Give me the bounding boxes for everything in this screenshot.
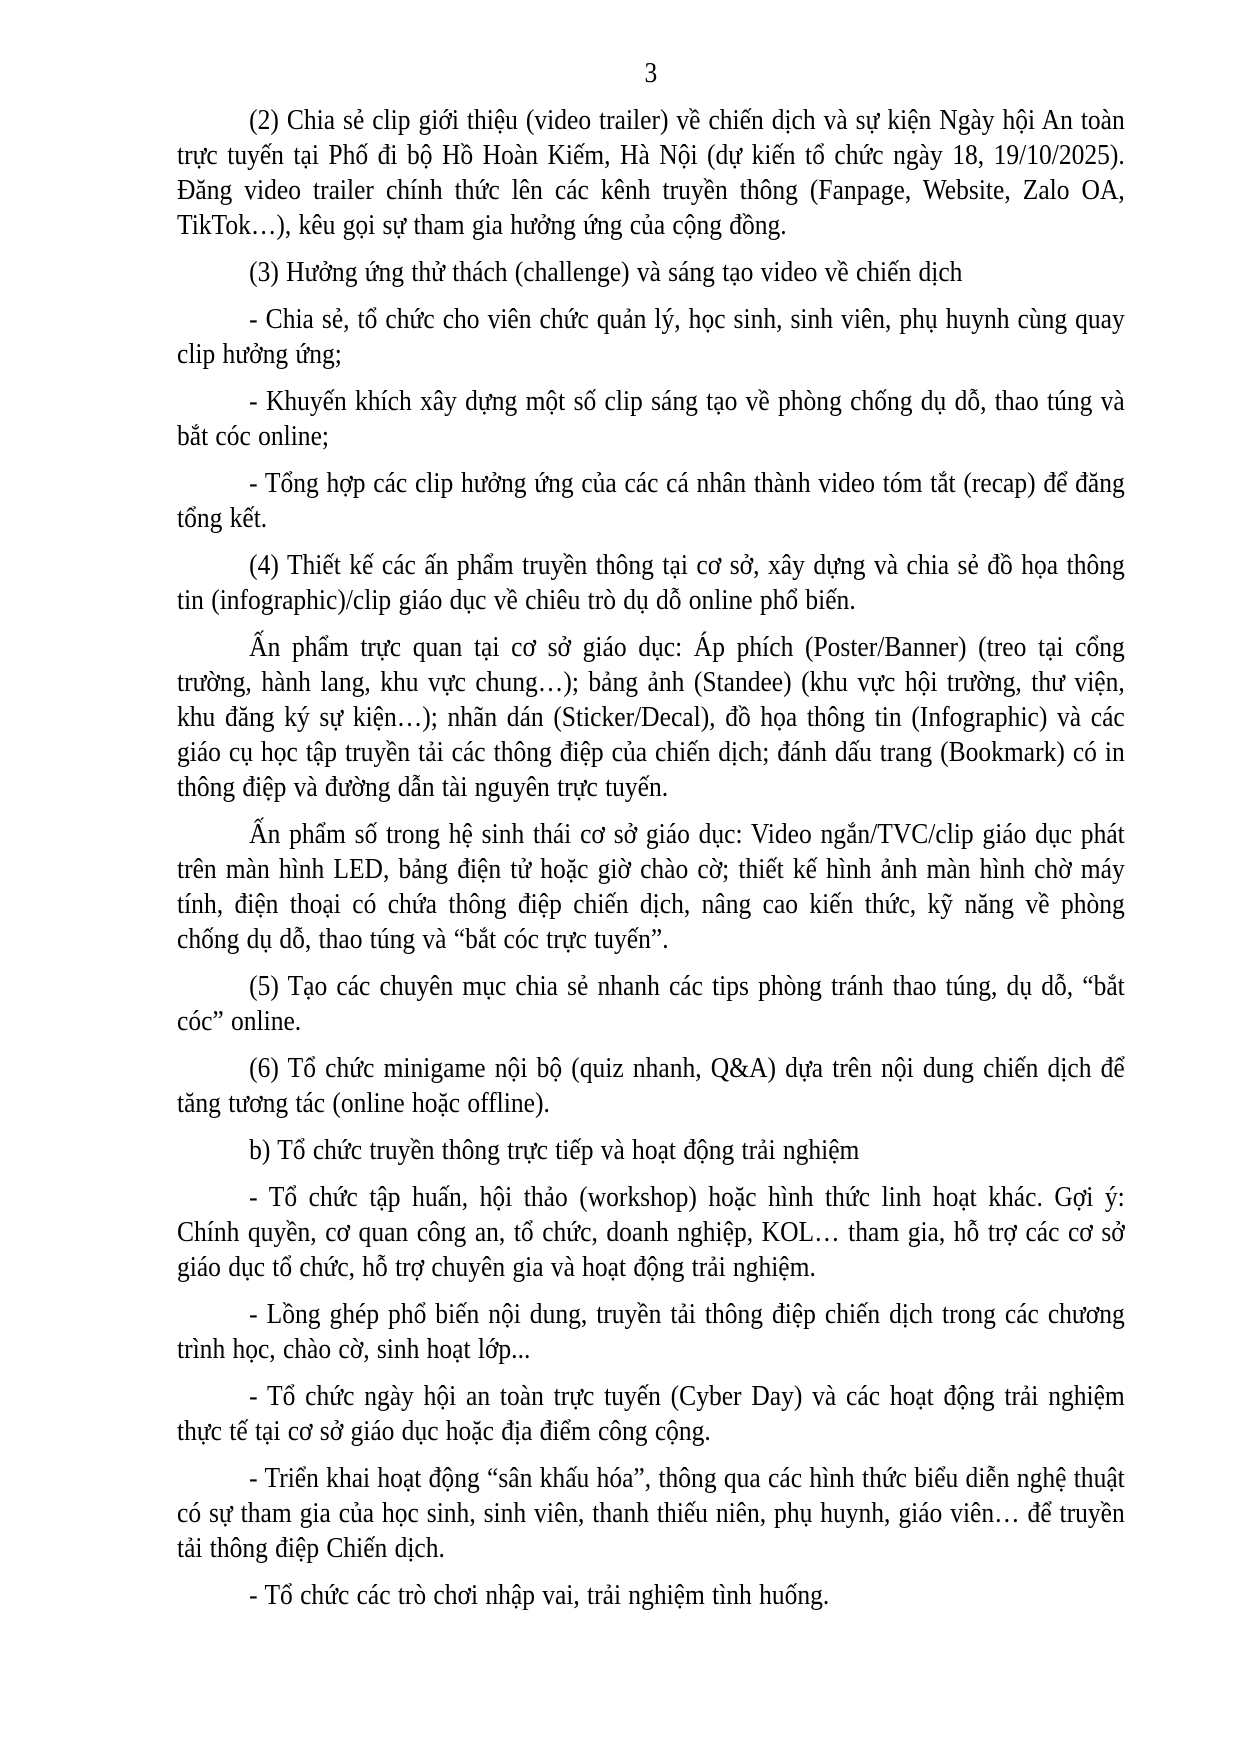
paragraph-4-design-publications: (4) Thiết kế các ấn phẩm truyền thông tại cơ sở, xây dựng và chia sẻ đồ họa thông tin (infographic)/clip giáo dục về chiêu trò dụ dỗ online phổ biến. [177,549,1125,616]
paragraph-bullet-roleplay-games: - Tổ chức các trò chơi nhập vai, trải nghiệm tình huống. [249,1579,830,1611]
paragraph-bullet-recap-video: - Tổng hợp các clip hưởng ứng của các cá nhân thành video tóm tắt (recap) để đăng tổng kết. [177,467,1125,534]
paragraph-3-challenge-heading: (3) Hưởng ứng thử thách (challenge) và sáng tạo video về chiến dịch [249,256,963,288]
text-column [177,56,1125,1613]
paragraph-bullet-encourage-clips: - Khuyến khích xây dựng một số clip sáng tạo về phòng chống dụ dỗ, thao túng và bắt cóc online; [177,385,1125,452]
paragraph-bullet-integrate-content: - Lồng ghép phổ biến nội dung, truyền tải thông điệp chiến dịch trong các chương trình học, chào cờ, sinh hoạt lớp... [177,1298,1125,1365]
paragraph-bullet-stage-performance: - Triển khai hoạt động “sân khấu hóa”, thông qua các hình thức biểu diễn nghệ thuật có sự tham gia của học sinh, sinh viên, thanh thiếu niên, phụ huynh, giáo viên… để truyền tải thông điệp Chiến dịch. [177,1462,1125,1564]
paragraph-visual-publications: Ấn phẩm trực quan tại cơ sở giáo dục: Áp phích (Poster/Banner) (treo tại cổng trường, hành lang, khu vực chung…); bảng ảnh (Standee) (khu vực hội trường, thư viện, khu đăng ký sự kiện…); nhãn dán (Sticker/Decal), đồ họa thông tin (Infographic) và các giáo cụ học tập truyền tải các thông điệp của chiến dịch; đánh dấu trang (Bookmark) có in thông điệp và đường dẫn tài nguyên trực tuyến. [177,631,1125,803]
paragraph-digital-publications: Ấn phẩm số trong hệ sinh thái cơ sở giáo dục: Video ngắn/TVC/clip giáo dục phát trên màn hình LED, bảng điện tử hoặc giờ chào cờ; thiết kế hình ảnh màn hình chờ máy tính, điện thoại có chứa thông điệp chiến dịch, nâng cao kiến thức, kỹ năng về phòng chống dụ dỗ, thao túng và “bắt cóc trực tuyến”. [177,818,1125,955]
page-number: 3 [644,57,658,89]
paragraph-b-direct-communication: b) Tổ chức truyền thông trực tiếp và hoạt động trải nghiệm [249,1134,860,1166]
paragraph-5-tips-sections: (5) Tạo các chuyên mục chia sẻ nhanh các tips phòng tránh thao túng, dụ dỗ, “bắt cóc” online. [177,970,1125,1037]
paragraph-bullet-share-clips: - Chia sẻ, tổ chức cho viên chức quản lý, học sinh, sinh viên, phụ huynh cùng quay clip hưởng ứng; [177,303,1125,370]
paragraph-bullet-workshop: - Tổ chức tập huấn, hội thảo (workshop) hoặc hình thức linh hoạt khác. Gợi ý: Chính quyền, cơ quan công an, tổ chức, doanh nghiệp, KOL… tham gia, hỗ trợ các cơ sở giáo dục tổ chức, hỗ trợ chuyên gia và hoạt động trải nghiệm. [177,1181,1125,1283]
paragraph-bullet-cyber-day: - Tổ chức ngày hội an toàn trực tuyến (Cyber Day) và các hoạt động trải nghiệm thực tế tại cơ sở giáo dục hoặc địa điểm công cộng. [177,1380,1125,1447]
paragraph-6-minigame: (6) Tổ chức minigame nội bộ (quiz nhanh, Q&A) dựa trên nội dung chiến dịch để tăng tương tác (online hoặc offline). [177,1052,1125,1119]
paragraph-2-share-trailer: (2) Chia sẻ clip giới thiệu (video trailer) về chiến dịch và sự kiện Ngày hội An toàn trực tuyến tại Phố đi bộ Hồ Hoàn Kiếm, Hà Nội (dự kiến tổ chức ngày 18, 19/10/2025). Đăng video trailer chính thức lên các kênh truyền thông (Fanpage, Website, Zalo OA, TikTok…), kêu gọi sự tham gia hưởng ứng của cộng đồng. [177,104,1125,241]
